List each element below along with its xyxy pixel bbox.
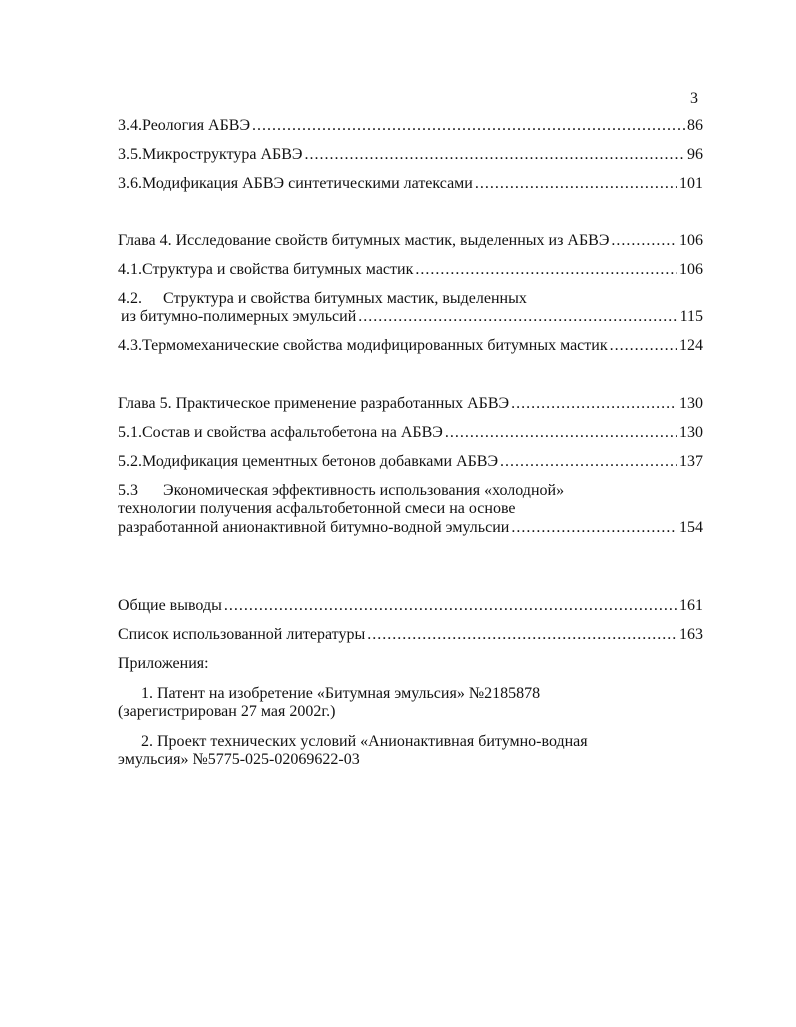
toc-leader [252, 116, 685, 135]
toc-title: Глава 5. Практическое применение разработанных АБВЭ [118, 395, 510, 412]
toc-title: Глава 4. Исследование свойств битумных мастик, выделенных из АБВЭ [118, 232, 610, 249]
toc-page: 124 [679, 337, 703, 354]
appendix-item-1-line1: 1. Патент на изобретение «Битумная эмульсия» №2185878 [141, 685, 541, 702]
appendix-heading: Приложения: [118, 655, 209, 672]
toc-entry-4-1 [118, 260, 703, 279]
toc-number: 3.4. [118, 117, 142, 134]
toc-title: Термомеханические свойства модифицированных битумных мастик [142, 337, 608, 354]
toc-title: Список использованной литературы [118, 626, 366, 643]
toc-entry-3-4 [118, 116, 703, 135]
toc-entry-3-6 [118, 174, 703, 193]
toc-number: 5.1. [118, 424, 142, 441]
toc-page: 137 [679, 453, 703, 470]
toc-entry-4-2-line1 [118, 289, 703, 308]
toc-leader [511, 394, 677, 413]
toc-page: 96 [687, 146, 703, 163]
toc-title: из битумно-полимерных эмульсий [121, 308, 357, 325]
toc-number: 5.2. [118, 453, 142, 470]
appendix-item-2-line1: 2. Проект технических условий «Анионактивная битумно-водная [141, 733, 588, 750]
toc-page: 161 [679, 597, 703, 614]
page-number: 3 [690, 90, 698, 107]
toc-page: 86 [687, 117, 703, 134]
toc-title: Общие выводы [118, 597, 222, 614]
toc-leader [358, 307, 677, 326]
toc-leader [224, 596, 677, 615]
toc-entry-conclusions [118, 596, 703, 615]
toc-entry-5-3-line2 [118, 499, 703, 518]
toc-title: Состав и свойства асфальтобетона на АБВЭ [142, 424, 443, 441]
toc-page: 106 [679, 261, 703, 278]
toc-number: 5.3 [118, 482, 138, 499]
appendix-item-1-line2: (зарегистрирован 27 мая 2002г.) [118, 703, 336, 720]
toc-entry-chapter-5 [118, 394, 703, 413]
toc-page: 130 [679, 424, 703, 441]
toc-number: 3.5. [118, 146, 142, 163]
toc-entry-5-2 [118, 452, 703, 471]
toc-leader [611, 231, 677, 250]
toc-page: 163 [679, 626, 703, 643]
toc-leader [500, 452, 677, 471]
toc-leader [511, 518, 677, 537]
toc-entry-chapter-4 [118, 231, 703, 250]
toc-title: технологии получения асфальтобетонной смеси на основе [118, 500, 516, 517]
toc-page: 106 [679, 232, 703, 249]
toc-entry-5-3-line3 [118, 518, 703, 537]
toc-entry-4-2-line2 [121, 307, 703, 326]
toc-title: Экономическая эффективность использования «холодной» [163, 482, 565, 499]
toc-title: Реология АБВЭ [142, 117, 251, 134]
toc-entry-references [118, 625, 703, 644]
toc-leader [475, 174, 677, 193]
toc-leader [610, 336, 677, 355]
toc-title: Структура и свойства битумных мастик, выделенных [163, 290, 527, 307]
toc-number: 4.3. [118, 337, 142, 354]
toc-leader [415, 260, 677, 279]
toc-entry-5-3-line1 [118, 481, 703, 500]
toc-number: 4.2. [118, 290, 142, 307]
toc-number: 3.6. [118, 175, 142, 192]
toc-title: Модификация АБВЭ синтетическими латексами [142, 175, 473, 192]
toc-page: 130 [679, 395, 703, 412]
appendix-item-2-line2: эмульсия» №5775-025-02069622-03 [118, 751, 360, 768]
toc-page: 101 [679, 175, 703, 192]
toc-title: Модификация цементных бетонов добавками АБВЭ [142, 453, 499, 470]
toc-title: Микроструктура АБВЭ [142, 146, 303, 163]
toc-leader [445, 423, 677, 442]
toc-entry-5-1 [118, 423, 703, 442]
toc-title: разработанной анионактивной битумно-водной эмульсии [118, 519, 510, 536]
toc-page: 115 [679, 308, 703, 325]
toc-entry-3-5 [118, 145, 703, 164]
toc-leader [304, 145, 685, 164]
toc-title: Структура и свойства битумных мастик [142, 261, 414, 278]
toc-leader [367, 625, 677, 644]
toc-page: 154 [679, 519, 703, 536]
toc-entry-4-3 [118, 336, 703, 355]
toc-number: 4.1. [118, 261, 142, 278]
